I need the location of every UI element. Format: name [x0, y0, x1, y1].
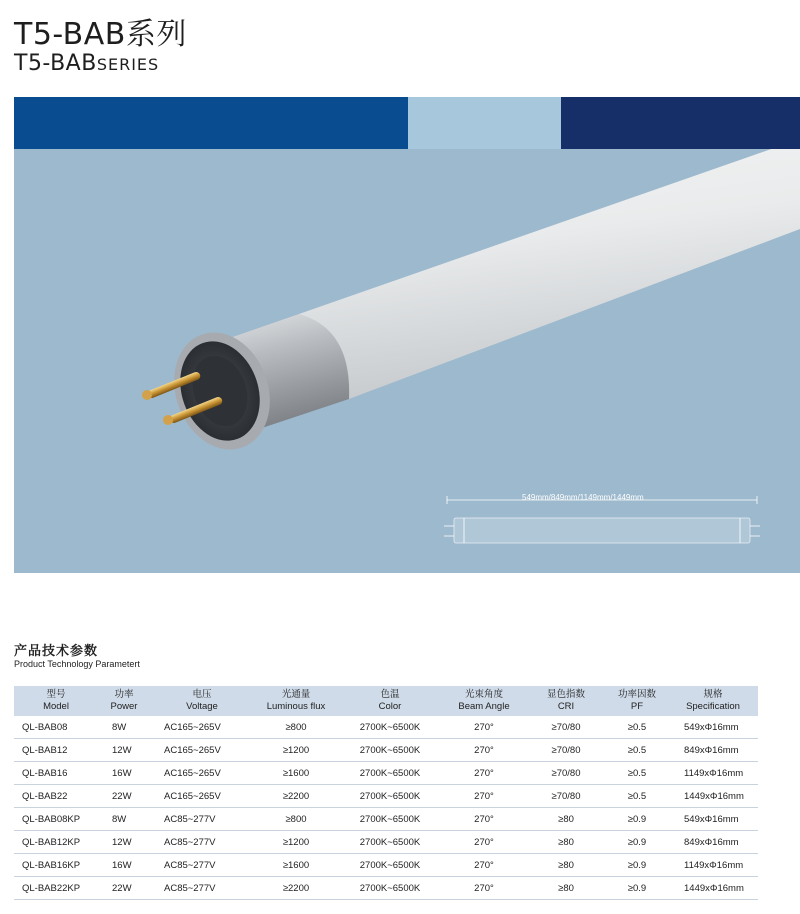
table-cell: 12W	[98, 831, 150, 854]
table-cell: AC85~277V	[150, 877, 254, 900]
column-header-model	[14, 686, 98, 716]
table-cell: ≥1600	[254, 762, 338, 785]
table-cell: 2700K~6500K	[338, 785, 442, 808]
table-cell: AC165~265V	[150, 785, 254, 808]
table-cell: QL-BAB08	[14, 716, 98, 739]
column-header-en: Beam Angle	[458, 701, 510, 712]
section-title-cn: 产品技术参数	[14, 644, 99, 659]
table-cell: ≥1200	[254, 739, 338, 762]
table-cell: AC165~265V	[150, 739, 254, 762]
table-cell: 270°	[442, 716, 526, 739]
table-row	[14, 762, 758, 785]
tube-body	[299, 149, 800, 399]
table-cell: AC165~265V	[150, 716, 254, 739]
table-cell: 849xΦ16mm	[668, 831, 758, 854]
table-cell: ≥0.9	[606, 854, 668, 877]
table-cell: ≥0.9	[606, 831, 668, 854]
table-cell: ≥70/80	[526, 739, 606, 762]
table-cell: ≥80	[526, 808, 606, 831]
table-cell: 16W	[98, 854, 150, 877]
table-cell: 2700K~6500K	[338, 808, 442, 831]
column-header-cn: 功率	[114, 689, 134, 700]
column-header-cn: 光束角度	[464, 689, 503, 700]
product-hero-image	[14, 149, 800, 573]
table-cell: ≥0.5	[606, 762, 668, 785]
table-row	[14, 854, 758, 877]
table-cell: ≥70/80	[526, 785, 606, 808]
table-cell: 1449xΦ16mm	[668, 785, 758, 808]
table-cell: ≥0.5	[606, 785, 668, 808]
table-cell: ≥2200	[254, 877, 338, 900]
table-cell: ≥800	[254, 716, 338, 739]
table-cell: 549xΦ16mm	[668, 808, 758, 831]
column-header-beam-angle	[442, 686, 526, 716]
column-header-cri	[526, 686, 606, 716]
table-cell: ≥70/80	[526, 762, 606, 785]
table-cell: 22W	[98, 877, 150, 900]
column-header-en: PF	[630, 701, 644, 712]
table-cell: 2700K~6500K	[338, 716, 442, 739]
column-header-en: CRI	[557, 701, 575, 712]
table-cell: 270°	[442, 877, 526, 900]
column-header-cn: 色温	[380, 689, 400, 700]
table-cell: ≥1200	[254, 831, 338, 854]
table-cell: 1149xΦ16mm	[668, 854, 758, 877]
table-cell: 2700K~6500K	[338, 877, 442, 900]
column-header-cn: 规格	[703, 689, 723, 700]
section-title-en: Product Technology Parametert	[14, 659, 140, 669]
page-title-cn: T5-BAB系列	[14, 17, 187, 52]
table-cell: ≥80	[526, 831, 606, 854]
table-body	[14, 716, 758, 900]
table-cell: 270°	[442, 739, 526, 762]
column-header-cn: 显色指数	[546, 689, 585, 700]
table-cell: QL-BAB22	[14, 785, 98, 808]
table-cell: ≥0.9	[606, 877, 668, 900]
table-row	[14, 808, 758, 831]
table-row	[14, 831, 758, 854]
table-cell: 270°	[442, 785, 526, 808]
column-header-cn: 电压	[192, 689, 212, 700]
table-cell: AC85~277V	[150, 854, 254, 877]
table-cell: AC165~265V	[150, 762, 254, 785]
table-cell: 8W	[98, 808, 150, 831]
table-cell: ≥70/80	[526, 716, 606, 739]
table-row	[14, 785, 758, 808]
page-title-en	[14, 52, 159, 77]
table-cell: 16W	[98, 762, 150, 785]
table-cell: 8W	[98, 716, 150, 739]
column-header-cn: 光通量	[281, 689, 311, 700]
table-cell: ≥1600	[254, 854, 338, 877]
table-cell: AC85~277V	[150, 808, 254, 831]
table-cell: 270°	[442, 808, 526, 831]
column-header-voltage	[150, 686, 254, 716]
column-header-specification	[668, 686, 758, 716]
column-header-en: Model	[43, 701, 69, 712]
color-bands	[14, 97, 800, 149]
table-cell: 849xΦ16mm	[668, 739, 758, 762]
column-header-power	[98, 686, 150, 716]
column-header-en: Color	[378, 701, 402, 712]
column-header-cn: 型号	[46, 689, 66, 700]
column-header-en: Voltage	[186, 701, 218, 712]
table-cell: ≥0.5	[606, 716, 668, 739]
band-dark-blue	[14, 97, 408, 149]
column-header-cn: 功率因数	[617, 689, 656, 700]
table-cell: 1449xΦ16mm	[668, 877, 758, 900]
table-cell: 12W	[98, 739, 150, 762]
column-header-luminous-flux	[254, 686, 338, 716]
table-cell: QL-BAB22KP	[14, 877, 98, 900]
table-cell: 2700K~6500K	[338, 739, 442, 762]
table-cell: ≥80	[526, 877, 606, 900]
table-cell: 270°	[442, 854, 526, 877]
band-light-blue	[408, 97, 561, 149]
t5-tube-illustration	[14, 149, 800, 573]
table-row	[14, 716, 758, 739]
column-header-pf	[606, 686, 668, 716]
column-header-en: Power	[110, 701, 138, 712]
table-cell: ≥0.5	[606, 739, 668, 762]
table-cell: 270°	[442, 831, 526, 854]
table-cell: QL-BAB16KP	[14, 854, 98, 877]
column-header-en: Specification	[686, 701, 740, 712]
table-row	[14, 739, 758, 762]
table-header-row	[14, 686, 758, 716]
table-cell: 1149xΦ16mm	[668, 762, 758, 785]
table-cell: AC85~277V	[150, 831, 254, 854]
table-cell: 22W	[98, 785, 150, 808]
table-cell: 270°	[442, 762, 526, 785]
column-header-color	[338, 686, 442, 716]
table-cell: 2700K~6500K	[338, 762, 442, 785]
table-row	[14, 877, 758, 900]
dimension-label: 549mm/849mm/1149mm/1449mm	[522, 493, 644, 502]
band-navy	[561, 97, 800, 149]
table-cell: 2700K~6500K	[338, 831, 442, 854]
title-en-main: T5-BAB	[14, 51, 97, 76]
column-header-en: Luminous flux	[266, 701, 326, 712]
table-cell: ≥80	[526, 854, 606, 877]
table-cell: 2700K~6500K	[338, 854, 442, 877]
table-cell: ≥800	[254, 808, 338, 831]
dimension-drawing	[444, 496, 760, 543]
table-cell: QL-BAB08KP	[14, 808, 98, 831]
table-cell: ≥2200	[254, 785, 338, 808]
table-cell: QL-BAB12	[14, 739, 98, 762]
title-en-suffix: SERIES	[96, 55, 160, 74]
table-cell: 549xΦ16mm	[668, 716, 758, 739]
spec-table	[14, 686, 758, 900]
table-cell: QL-BAB12KP	[14, 831, 98, 854]
table-cell: ≥0.9	[606, 808, 668, 831]
table-cell: QL-BAB16	[14, 762, 98, 785]
